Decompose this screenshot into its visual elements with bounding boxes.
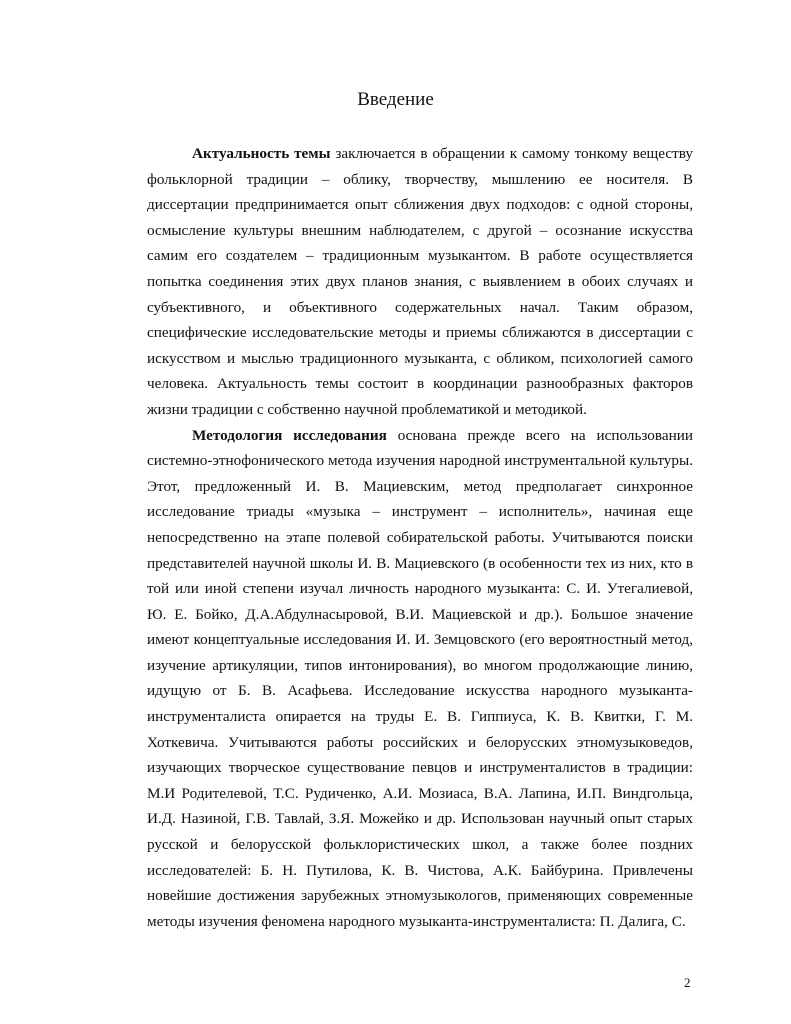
paragraph-text: заключается в обращении к самому тонкому веществу фольклорной традиции – облику, творчеству, мышлению ее носителя. В диссертации предпринимается опыт сближения двух подходов: с одной стороны, осмысление культуры внешним наблюдателем, с другой – осознание искусства самим его создателем – традиционным музыкантом. В работе осуществляется попытка соединения этих двух планов знания, с выявлением в обоих случаях и субъективного, и объективного содержательных начал. Таким образом, специфические исследовательские методы и приемы сближаются в диссертации с искусством и мыслью традиционного музыканта, с обликом, психологией самого человека. Актуальность темы состоит в координации разнообразных факторов жизни традиции с собственно научной проблематикой и методикой. bbox=[147, 145, 693, 418]
paragraph-text: основана прежде всего на использовании системно-этнофонического метода изучения народной инструментальной культуры. Этот, предложенный И. В. Мациевским, метод предполагает синхронное исследование триады «музыка – инструмент – исполнитель», начиная еще непосредственно на этапе полевой собирательской работы. Учитываются поиски представителей научной школы И. В. Мациевского (в особенности тех из них, кто в той или иной степени изучал личность народного музыканта: С. И. Утегалиевой, Ю. Е. Бойко, Д.А.Абдулнасыровой, В.И. Мациевской и др.). Большое значение имеют концептуальные исследования И. И. Земцовского (его вероятностный метод, изучение артикуляции, типов интонирования), во многом продолжающие линию, идущую от Б. В. Асафьева. Исследование искусства народного музыканта-инструменталиста опирается на труды Е. В. Гиппиуса, К. В. Квитки, Г. М. Хоткевича. Учитываются работы российских и белорусских этномузыковедов, изучающих творческое существование певцов и инструменталистов в традиции: М.И Родителевой, Т.С. Рудиченко, А.И. Мозиаса, В.А. Лапина, И.П. Виндгольца, И.Д. Назиной, Г.В. Тавлай, З.Я. Можейко и др. Использован научный опыт старых русской и белорусской фольклористических школ, а также более поздних исследователей: Б. Н. Путилова, К. В. Чистова, А.К. Байбурина. Привлечены новейшие достижения зарубежных этномузыкологов, применяющих современные методы изучения феномена народного музыканта-инструменталиста: П. Далига, С. bbox=[147, 426, 693, 930]
paragraph-methodology bbox=[147, 423, 693, 935]
page-number: 2 bbox=[684, 975, 691, 990]
paragraph-relevance bbox=[147, 141, 693, 423]
page-title: Введение bbox=[357, 89, 434, 110]
body-text bbox=[147, 141, 693, 934]
paragraph-lead: Актуальность темы bbox=[192, 145, 331, 162]
paragraph-lead: Методология исследования bbox=[192, 426, 387, 444]
